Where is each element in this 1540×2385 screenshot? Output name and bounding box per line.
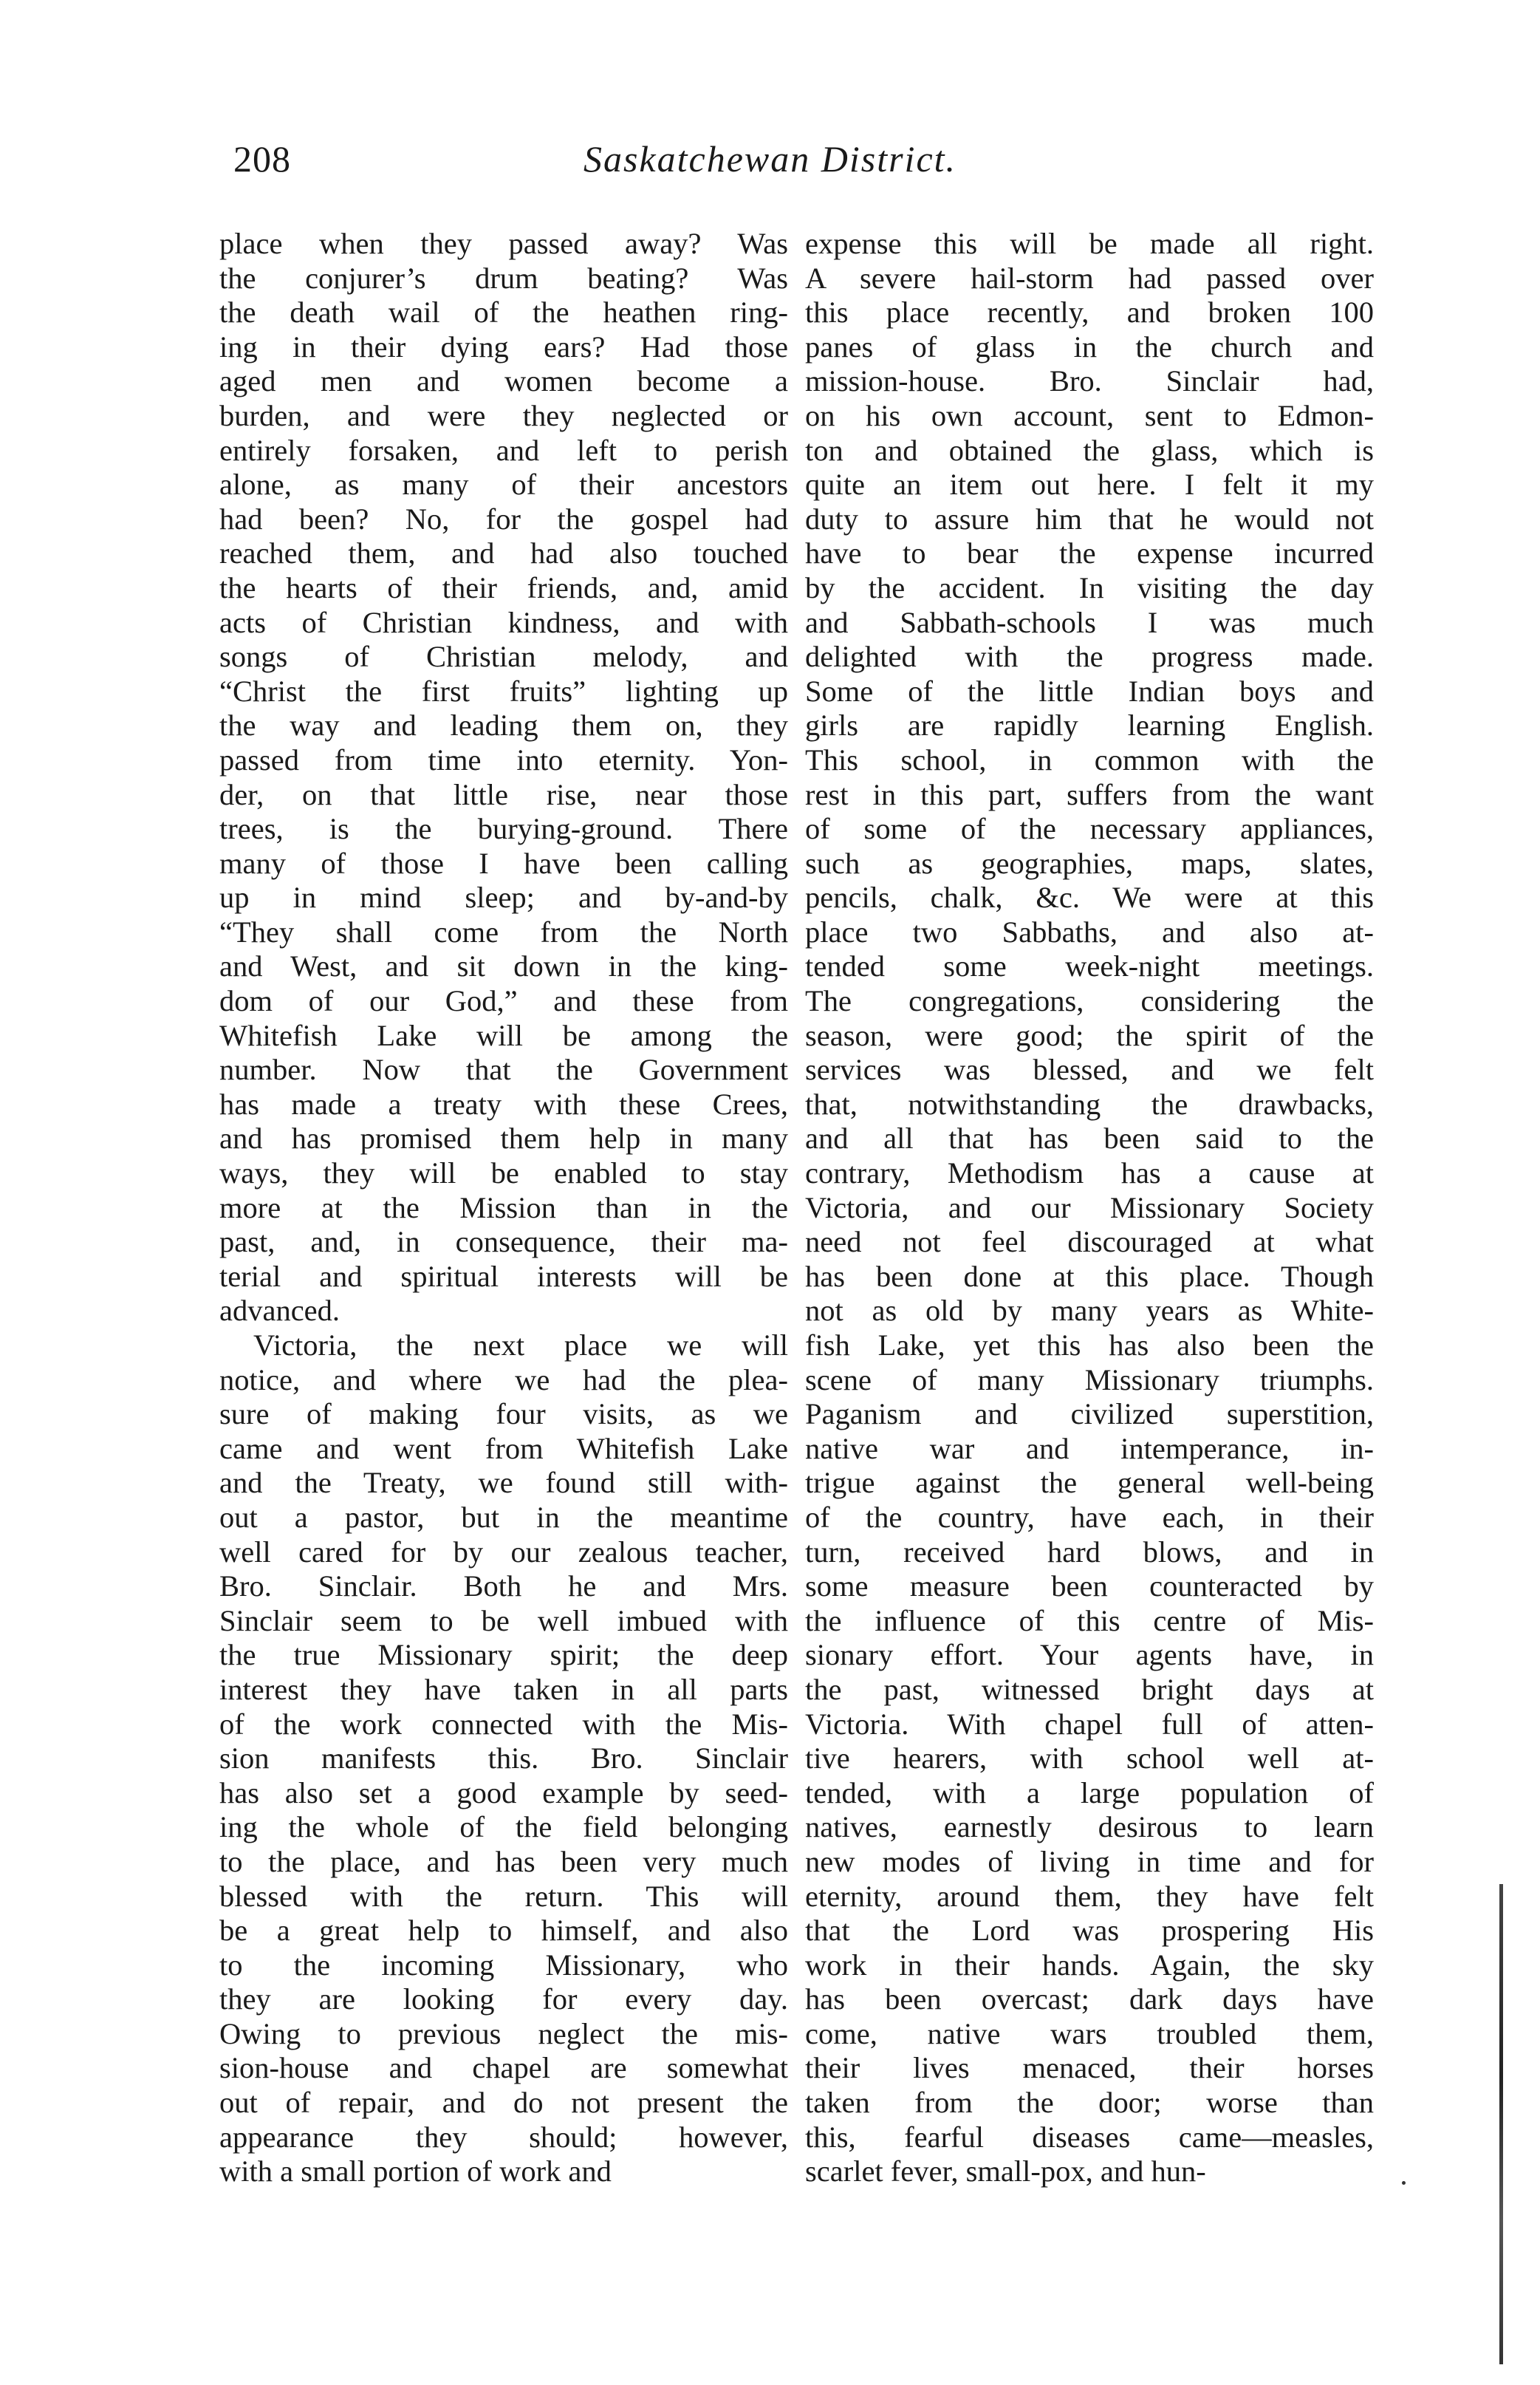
text-line: trigue against the general well-being [805,1466,1374,1500]
text-line: alone, as many of their ancestors [219,468,788,502]
text-line: This school, in common with the [805,743,1374,777]
text-line: blessed with the return. This will [219,1879,788,1913]
text-line: that, notwithstanding the drawbacks, [805,1087,1374,1121]
text-line: services was blessed, and we felt [805,1053,1374,1087]
text-line: have to bear the expense incurred [805,536,1374,570]
text-line: the way and leading them on, they [219,709,788,743]
text-line: by the accident. In visiting the day [805,570,1374,604]
text-line: ton and obtained the glass, which is [805,433,1374,467]
text-line: Whitefish Lake will be among the [219,1018,788,1052]
text-line: this place recently, and broken 100 [805,296,1374,330]
text-line: Victoria. With chapel full of atten- [805,1707,1374,1741]
text-line: some measure been counteracted by [805,1569,1374,1603]
text-line: well cared for by our zealous teacher, [219,1535,788,1569]
text-line: their lives menaced, their horses [805,2051,1374,2085]
text-line: has been overcast; dark days have [805,1982,1374,2016]
text-line: ing in their dying ears? Had those [219,330,788,364]
text-line: had been? No, for the gospel had [219,502,788,536]
text-line: has also set a good example by seed- [219,1775,788,1809]
text-line: and Sabbath-schools I was much [805,605,1374,639]
text-line: work in their hands. Again, the sky [805,1948,1374,1982]
text-line: fish Lake, yet this has also been the [805,1328,1374,1362]
text-line: ways, they will be enabled to stay [219,1156,788,1190]
text-line: taken from the door; worse than [805,2086,1374,2120]
text-line: Owing to previous neglect the mis- [219,2016,788,2050]
text-line: up in mind sleep; and by-and-by [219,881,788,915]
text-line: tended, with a large population of [805,1775,1374,1809]
right-column [805,227,1374,2189]
text-line: delighted with the progress made. [805,640,1374,674]
text-line: Sinclair seem to be well imbued with [219,1603,788,1637]
text-line: of some of the necessary appliances, [805,812,1374,846]
text-line: the conjurer’s drum beating? Was [219,261,788,295]
text-line: notice, and where we had the plea- [219,1362,788,1396]
text-line: natives, earnestly desirous to learn [805,1810,1374,1844]
text-line: The congregations, considering the [805,984,1374,1018]
text-line: trees, is the burying-ground. There [219,812,788,846]
text-line: A severe hail-storm had passed over [805,261,1374,295]
text-line: they are looking for every day. [219,1982,788,2016]
text-line: the death wail of the heathen ring- [219,296,788,330]
text-line: and all that has been said to the [805,1122,1374,1156]
text-line: Victoria, the next place we will [253,1328,788,1362]
text-line: interest they have taken in all parts [219,1672,788,1706]
text-line: reached them, and had also touched [219,536,788,570]
text-line: girls are rapidly learning English. [805,709,1374,743]
text-line: season, were good; the spirit of the [805,1018,1374,1052]
text-line: “Christ the first fruits” lighting up [219,674,788,708]
text-line: and West, and sit down in the king- [219,949,788,983]
text-line: passed from time into eternity. Yon- [219,743,788,777]
text-line: has been done at this place. Though [805,1259,1374,1293]
text-line: came and went from Whitefish Lake [219,1431,788,1465]
text-line: out a pastor, but in the meantime [219,1500,788,1534]
text-line: sionary effort. Your agents have, in [805,1638,1374,1672]
text-line: be a great help to himself, and also [219,1914,788,1948]
text-line: scene of many Missionary triumphs. [805,1362,1374,1396]
text-line: Victoria, and our Missionary Society [805,1190,1374,1224]
text-line: to the place, and has been very much [219,1844,788,1878]
text-line: come, native wars troubled them, [805,2016,1374,2050]
text-line: turn, received hard blows, and in [805,1535,1374,1569]
text-line: burden, and were they neglected or [219,398,788,432]
left-column [219,227,788,2189]
text-line: duty to assure him that he would not [805,502,1374,536]
text-line: “They shall come from the North [219,915,788,949]
text-line: on his own account, sent to Edmon- [805,398,1374,432]
text-line: native war and intemperance, in- [805,1431,1374,1465]
text-line: that the Lord was prospering His [805,1914,1374,1948]
text-line: place two Sabbaths, and also at- [805,915,1374,949]
text-line: acts of Christian kindness, and with [219,605,788,639]
text-line: past, and, in consequence, their ma- [219,1225,788,1259]
text-line: sure of making four visits, as we [219,1397,788,1431]
text-line: to the incoming Missionary, who [219,1948,788,1982]
text-line: the past, witnessed bright days at [805,1672,1374,1706]
text-line: not as old by many years as White- [805,1294,1374,1328]
text-line: need not feel discouraged at what [805,1225,1374,1259]
text-line: many of those I have been calling [219,846,788,880]
text-line: this, fearful diseases came—measles, [805,2120,1374,2154]
text-line: scarlet fever, small-pox, and hun- [805,2154,1206,2188]
text-line: dom of our God,” and these from [219,984,788,1018]
text-line: mission-house. Bro. Sinclair had, [805,364,1374,398]
text-line: the hearts of their friends, and, amid [219,570,788,604]
margin-dot [1402,2181,1406,2185]
text-line: with a small portion of work and [219,2154,612,2188]
text-line: number. Now that the Government [219,1053,788,1087]
text-line: rest in this part, suffers from the want [805,777,1374,811]
text-line: such as geographies, maps, slates, [805,846,1374,880]
text-line: new modes of living in time and for [805,1844,1374,1878]
text-line: has made a treaty with these Crees, [219,1087,788,1121]
text-line: Paganism and civilized superstition, [805,1397,1374,1431]
text-line: contrary, Methodism has a cause at [805,1156,1374,1190]
text-line: sion manifests this. Bro. Sinclair [219,1741,788,1775]
text-line: and the Treaty, we found still with- [219,1466,788,1500]
text-line: entirely forsaken, and left to perish [219,433,788,467]
text-line: more at the Mission than in the [219,1190,788,1224]
text-line: pencils, chalk, &c. We were at this [805,881,1374,915]
text-line: the influence of this centre of Mis- [805,1603,1374,1637]
text-line: of the work connected with the Mis- [219,1707,788,1741]
text-line: panes of glass in the church and [805,330,1374,364]
text-line: expense this will be made all right. [805,227,1374,260]
text-line: ing the whole of the field belonging [219,1810,788,1844]
text-line: quite an item out here. I felt it my [805,468,1374,502]
text-line: out of repair, and do not present the [219,2086,788,2120]
text-line: appearance they should; however, [219,2120,788,2154]
text-line: of the country, have each, in their [805,1500,1374,1534]
margin-scan-mark [1499,1884,1503,2364]
text-line: tended some week-night meetings. [805,949,1374,983]
page-number: 208 [233,138,291,180]
text-line: der, on that little rise, near those [219,777,788,811]
text-line: place when they passed away? Was [219,227,788,260]
text-line: aged men and women become a [219,364,788,398]
text-line: eternity, around them, they have felt [805,1879,1374,1913]
text-line: sion-house and chapel are somewhat [219,2051,788,2085]
text-line: songs of Christian melody, and [219,640,788,674]
text-line: advanced. [219,1294,340,1328]
text-line: Some of the little Indian boys and [805,674,1374,708]
text-line: terial and spiritual interests will be [219,1259,788,1293]
text-line: and has promised them help in many [219,1122,788,1156]
text-line: the true Missionary spirit; the deep [219,1638,788,1672]
running-title: Saskatchewan District. [583,138,957,180]
text-line: tive hearers, with school well at- [805,1741,1374,1775]
text-line: Bro. Sinclair. Both he and Mrs. [219,1569,788,1603]
